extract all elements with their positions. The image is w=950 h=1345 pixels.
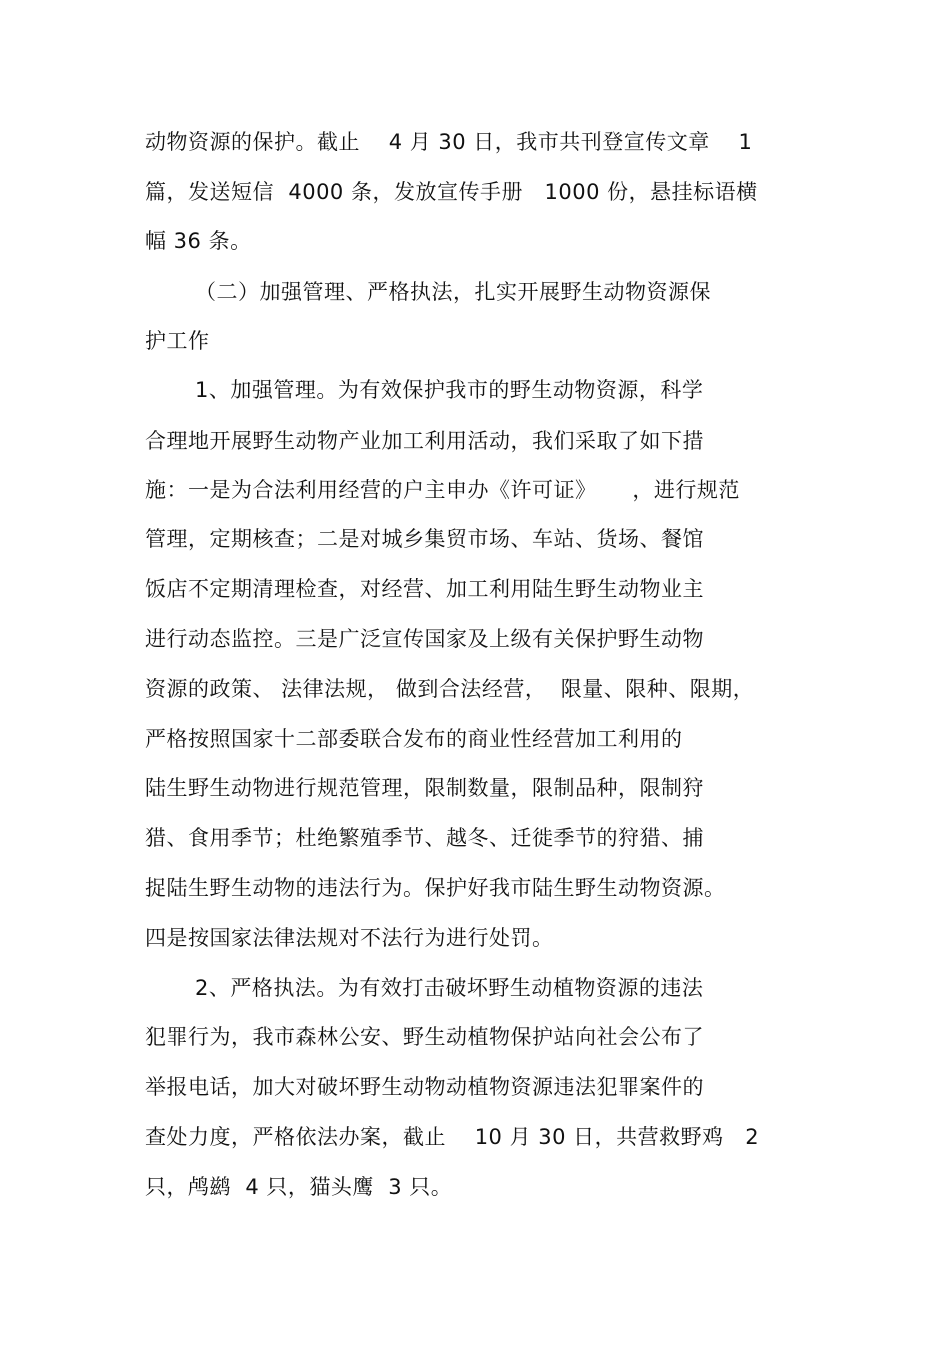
text-line: 合理地开展野生动物产业加工利用活动，我们采取了如下措 [145, 429, 704, 453]
text-line: 进行动态监控。三是广泛宣传国家及上级有关保护野生动物 [145, 627, 704, 651]
text-line: 猎、食用季节；杜绝繁殖季节、越冬、迁徙季节的狩猎、捕 [145, 826, 704, 850]
text-line: 犯罪行为，我市森林公安、野生动植物保护站向社会公布了 [145, 1025, 704, 1049]
text-line: 资源的政策、 法律法规， 做到合法经营， 限量、限种、限期， [145, 677, 755, 701]
text-line: 查处力度，严格依法办案，截止 10 月 30 日，共营救野鸡 2 [145, 1125, 760, 1149]
text-line: 捉陆生野生动物的违法行为。保护好我市陆生野生动物资源。 [145, 876, 726, 900]
text-line: 四是按国家法律法规对不法行为进行处罚。 [145, 926, 554, 950]
text-line: 施：一是为合法利用经营的户主申办《许可证》 ，进行规范 [145, 478, 740, 502]
section-heading: （二）加强管理、严格执法，扎实开展野生动物资源保 [195, 280, 711, 304]
text-line: 动物资源的保护。截止 4 月 30 日，我市共刊登宣传文章 1 [145, 130, 753, 154]
text-line: 管理，定期核查；二是对城乡集贸市场、车站、货场、餐馆 [145, 527, 704, 551]
text-line: 陆生野生动物进行规范管理，限制数量，限制品种，限制狩 [145, 776, 704, 800]
text-line: 幅 36 条。 [145, 229, 252, 253]
paragraph-start: 1、加强管理。为有效保护我市的野生动物资源，科学 [195, 378, 704, 402]
text-line: 严格按照国家十二部委联合发布的商业性经营加工利用的 [145, 727, 683, 751]
text-line: 举报电话，加大对破坏野生动物动植物资源违法犯罪案件的 [145, 1075, 704, 1099]
text-line: 只，鸬鹚 4 只，猫头鹰 3 只。 [145, 1175, 453, 1199]
text-line: 篇，发送短信 4000 条，发放宣传手册 1000 份，悬挂标语横 [145, 180, 758, 204]
text-line: 饭店不定期清理检查，对经营、加工利用陆生野生动物业主 [145, 577, 704, 601]
paragraph-start: 2、严格执法。为有效打击破坏野生动植物资源的违法 [195, 976, 704, 1000]
section-heading-continued: 护工作 [145, 329, 210, 353]
